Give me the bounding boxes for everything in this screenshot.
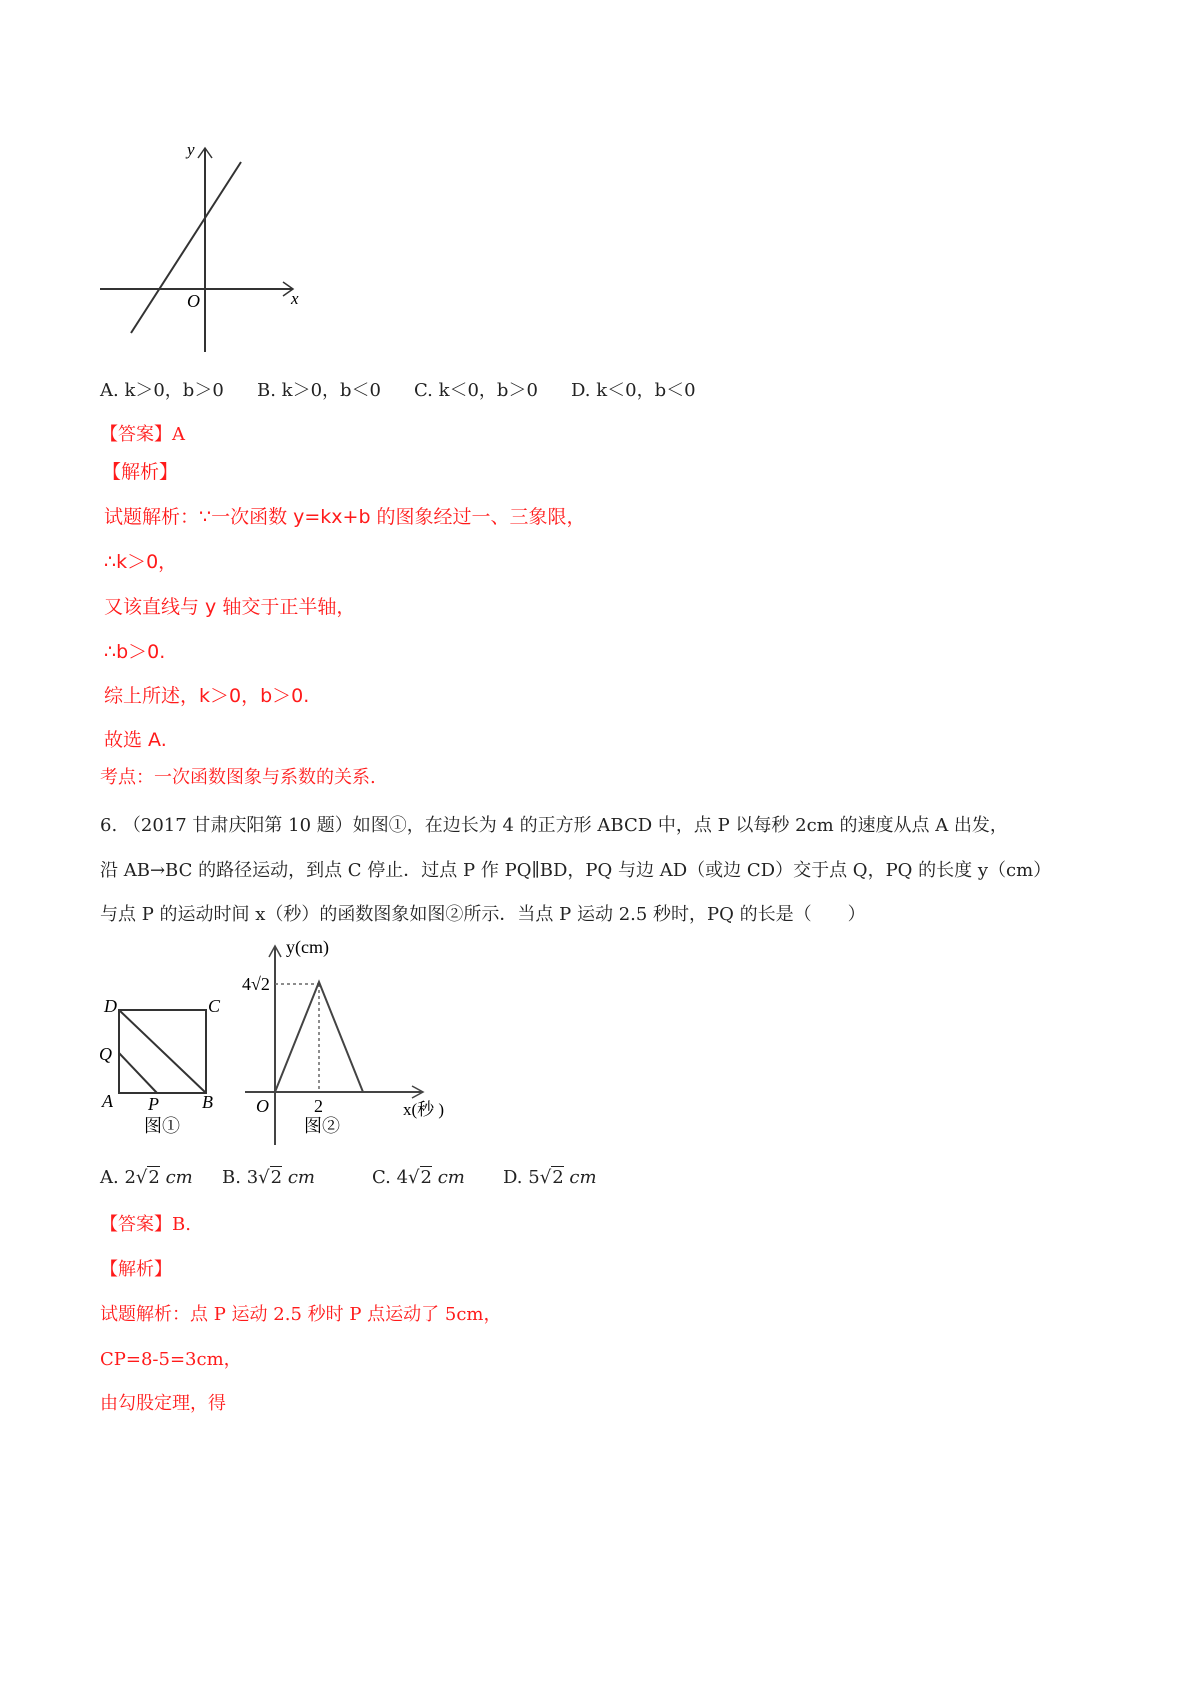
origin-label: O — [187, 291, 200, 311]
q6-analysis-line: 试题解析：点 P 运动 2.5 秒时 P 点运动了 5cm， — [100, 1304, 502, 1325]
fig2-graph — [240, 935, 470, 1145]
q6-text-line: 6. （2017 甘肃庆阳第 10 题）如图①，在边长为 4 的正方形 ABCD 中，点 P 以每秒 2cm 的速度从点 A 出发， — [100, 815, 1008, 836]
label-b: B — [202, 1092, 213, 1112]
origin-label: O — [256, 1096, 269, 1116]
q5-analysis-line: 又该直线与 y 轴交于正半轴， — [104, 596, 356, 618]
fig1-caption: 图① — [144, 1116, 180, 1136]
q5-choices — [100, 379, 696, 403]
q6-choices — [100, 1166, 597, 1190]
label-c: C — [208, 996, 221, 1016]
q5-line-graph — [95, 140, 315, 360]
choice-d: D. k＜0，b＜0 — [571, 380, 696, 401]
label-a: A — [102, 1091, 113, 1111]
y-axis-label: y — [187, 140, 195, 159]
label-q: Q — [99, 1044, 112, 1064]
q6-text-line: 与点 P 的运动时间 x（秒）的函数图象如图②所示．当点 P 运动 2.5 秒时，PQ 的长是（ ） — [100, 904, 866, 925]
x-tick-2: 2 — [314, 1096, 323, 1116]
q5-analysis-line: 故选 A. — [104, 729, 167, 751]
q5-analysis-label: 【解析】 — [102, 461, 179, 483]
fig2-caption: 图② — [304, 1116, 340, 1136]
q5-analysis-line: 综上所述，k＞0，b＞0. — [104, 685, 310, 707]
q5-analysis-line: ∴b＞0. — [104, 641, 166, 663]
label-p: P — [148, 1094, 159, 1114]
choice-d: D. 5√2 cm — [503, 1167, 597, 1188]
choice-a: A. 2√2 cm — [100, 1167, 193, 1188]
q5-answer: 【答案】A — [100, 424, 185, 445]
q6-analysis-label: 【解析】 — [100, 1259, 172, 1280]
fig1-square — [98, 990, 238, 1140]
x-axis-label: x — [291, 289, 299, 308]
x-axis-label: x(秒 ) — [403, 1100, 445, 1119]
q5-analysis-line: 试题解析：∵一次函数 y=kx+b 的图象经过一、三象限， — [104, 506, 586, 528]
choice-b: B. k＞0，b＜0 — [257, 380, 382, 401]
choice-c: C. k＜0，b＞0 — [414, 380, 538, 401]
q5-analysis-line: ∴k＞0， — [104, 551, 178, 573]
q5-kaodian: 考点：一次函数图象与系数的关系. — [100, 767, 376, 788]
peak-label: 4√2 — [242, 974, 270, 994]
choice-b: B. 3√2 cm — [222, 1167, 315, 1188]
q6-text-line: 沿 AB→BC 的路径运动，到点 C 停止．过点 P 作 PQ∥BD，PQ 与边 AD（或边 CD）交于点 Q，PQ 的长度 y（cm） — [100, 860, 1052, 881]
choice-a: A. k＞0，b＞0 — [100, 380, 224, 401]
choice-c: C. 4√2 cm — [372, 1167, 465, 1188]
q6-answer: 【答案】B. — [100, 1214, 191, 1235]
y-axis-label: y(cm) — [286, 937, 329, 957]
q6-analysis-line: CP=8-5=3cm， — [100, 1349, 242, 1370]
q6-analysis-line: 由勾股定理，得 — [100, 1393, 226, 1414]
label-d: D — [104, 996, 117, 1016]
